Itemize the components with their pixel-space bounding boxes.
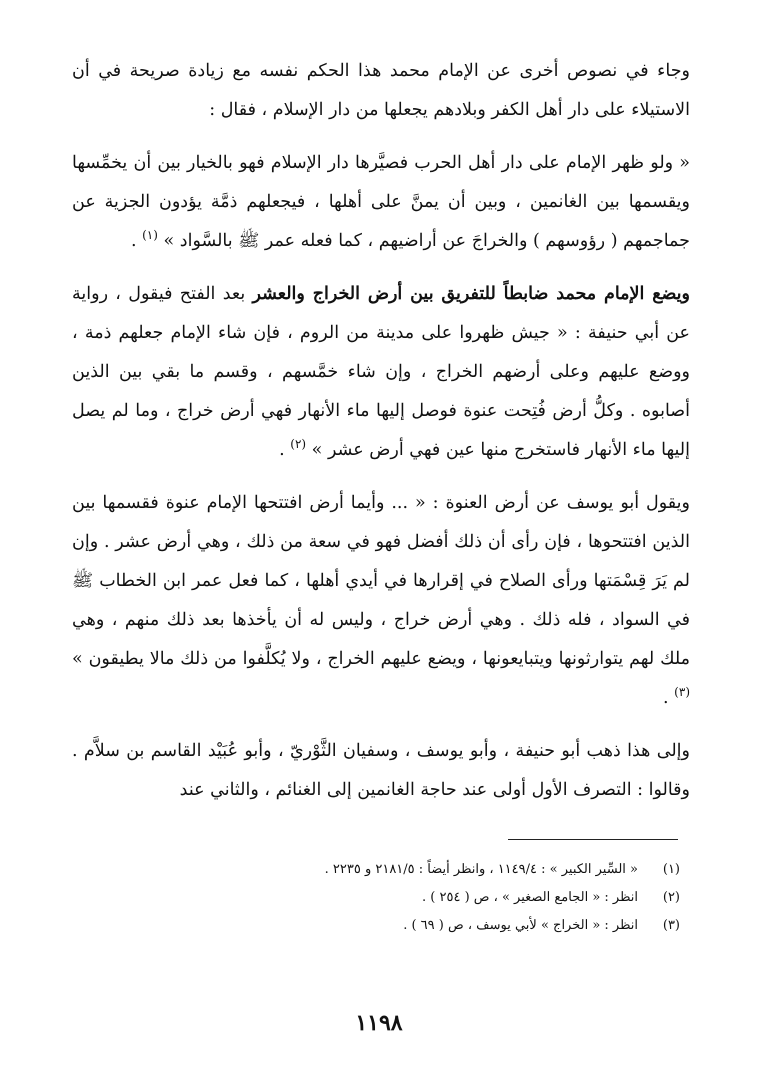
paragraph-1-text: وجاء في نصوص أخرى عن الإمام محمد هذا الحكم نفسه مع زيادة صريحة في أن الاستيلاء على دار أهل الكفر وبلادهم يجعلها من دار الإسلام ، فقال : — [72, 61, 690, 120]
paragraph-2-text: « ولو ظهر الإمام على دار أهل الحرب فصيَّرها دار الإسلام فهو بالخيار بين أن يخمِّسها ويقسمها بين الغانمين ، وبين أن يمنَّ على أهلها ، فيجعلهم ذمَّة يؤدون الجزية عن جماجمهم ( رؤوسهم ) والخراجَ عن أراضيهم ، كما فعله عمر ﷺ بالسَّواد » — [72, 153, 691, 251]
paragraph-1 — [72, 52, 690, 130]
paragraph-4 — [72, 484, 690, 718]
footnote-1-text: « السِّير الكبير » : ١١٤٩/٤ ، وانظر أيضاً : ٢١٨١/٥ و ٢٢٣٥ . — [324, 862, 638, 877]
main-text — [72, 52, 690, 824]
footnote-ref-3[interactable]: (٣) — [674, 685, 690, 700]
paragraph-3 — [72, 275, 690, 470]
footnotes — [90, 856, 680, 940]
footnote-ref-2[interactable]: (٢) — [290, 437, 307, 452]
paragraph-3-heading: ويضع الإمام محمد ضابطاً للتفريق بين أرض الخراج والعشر — [252, 284, 691, 304]
footnote-divider — [508, 839, 678, 840]
paragraph-3-end: . — [279, 440, 291, 460]
footnote-2-text: انظر : « الجامع الصغير » ، ص ( ٢٥٤ ) . — [422, 890, 638, 905]
paragraph-4-text: ويقول أبو يوسف عن أرض العنوة : « ... وأيما أرض افتتحها الإمام عنوة فقسمها بين الذين افتتحوها ، فإن رأى أن ذلك أفضل فهو في سعة من ذلك ، وهي أرض عشر . وإن لم يَرَ قِسْمَتها ورأى الصلاح في إقرارها في أيدي أهلها ، كما فعل عمر ابن الخطاب ﷺ في السواد ، فله ذلك . وهي أرض خراج ، وليس له أن يأخذها بعد ذلك منهم ، وهي ملك لهم يتوارثونها ويتبايعونها ، ويضع عليهم الخراج ، ولا يُكلَّفوا من ذلك مالا يطيقون » — [72, 493, 691, 669]
footnote-3-text: انظر : « الخراج » لأبي يوسف ، ص ( ٦٩ ) . — [403, 918, 638, 933]
paragraph-5 — [72, 732, 690, 810]
page-number: ١١٩٨ — [355, 1010, 403, 1036]
footnote-1-number: (١) — [662, 862, 680, 877]
paragraph-5-text: وإلى هذا ذهب أبو حنيفة ، وأبو يوسف ، وسفيان الثَّوْريّ ، وأبو عُبَيْد القاسم بن سلاَّم . وقالوا : التصرف الأول أولى عند حاجة الغانمين إلى الغنائم ، والثاني عند — [72, 741, 690, 800]
paragraph-4-end: . — [663, 688, 675, 708]
footnote-ref-1[interactable]: (١) — [142, 228, 158, 243]
paragraph-3-text: بعد الفتح فيقول ، رواية عن أبي حنيفة : « جيش ظهروا على مدينة من الروم ، فإن شاء الإمام جعلهم ذمة ، ووضع عليهم وعلى أرضهم الخراج ، وإن شاء خمَّسهم ، وقسم ما بقي بين الذين أصابوه . وكلُّ أرض فُتِحت عنوة فوصل إليها ماء الأنهار فهي أرض خراج ، وما لم يصل إليها ماء الأنهار فاستخرج منها عين فهي أرض عشر » — [72, 284, 690, 460]
footnote-3 — [90, 912, 680, 940]
footnote-2-number: (٢) — [662, 890, 680, 905]
footnote-3-number: (٣) — [662, 918, 680, 933]
footnote-2 — [90, 884, 680, 912]
footnote-1 — [90, 856, 680, 884]
paragraph-2-end: . — [130, 231, 143, 251]
paragraph-2 — [72, 144, 690, 261]
